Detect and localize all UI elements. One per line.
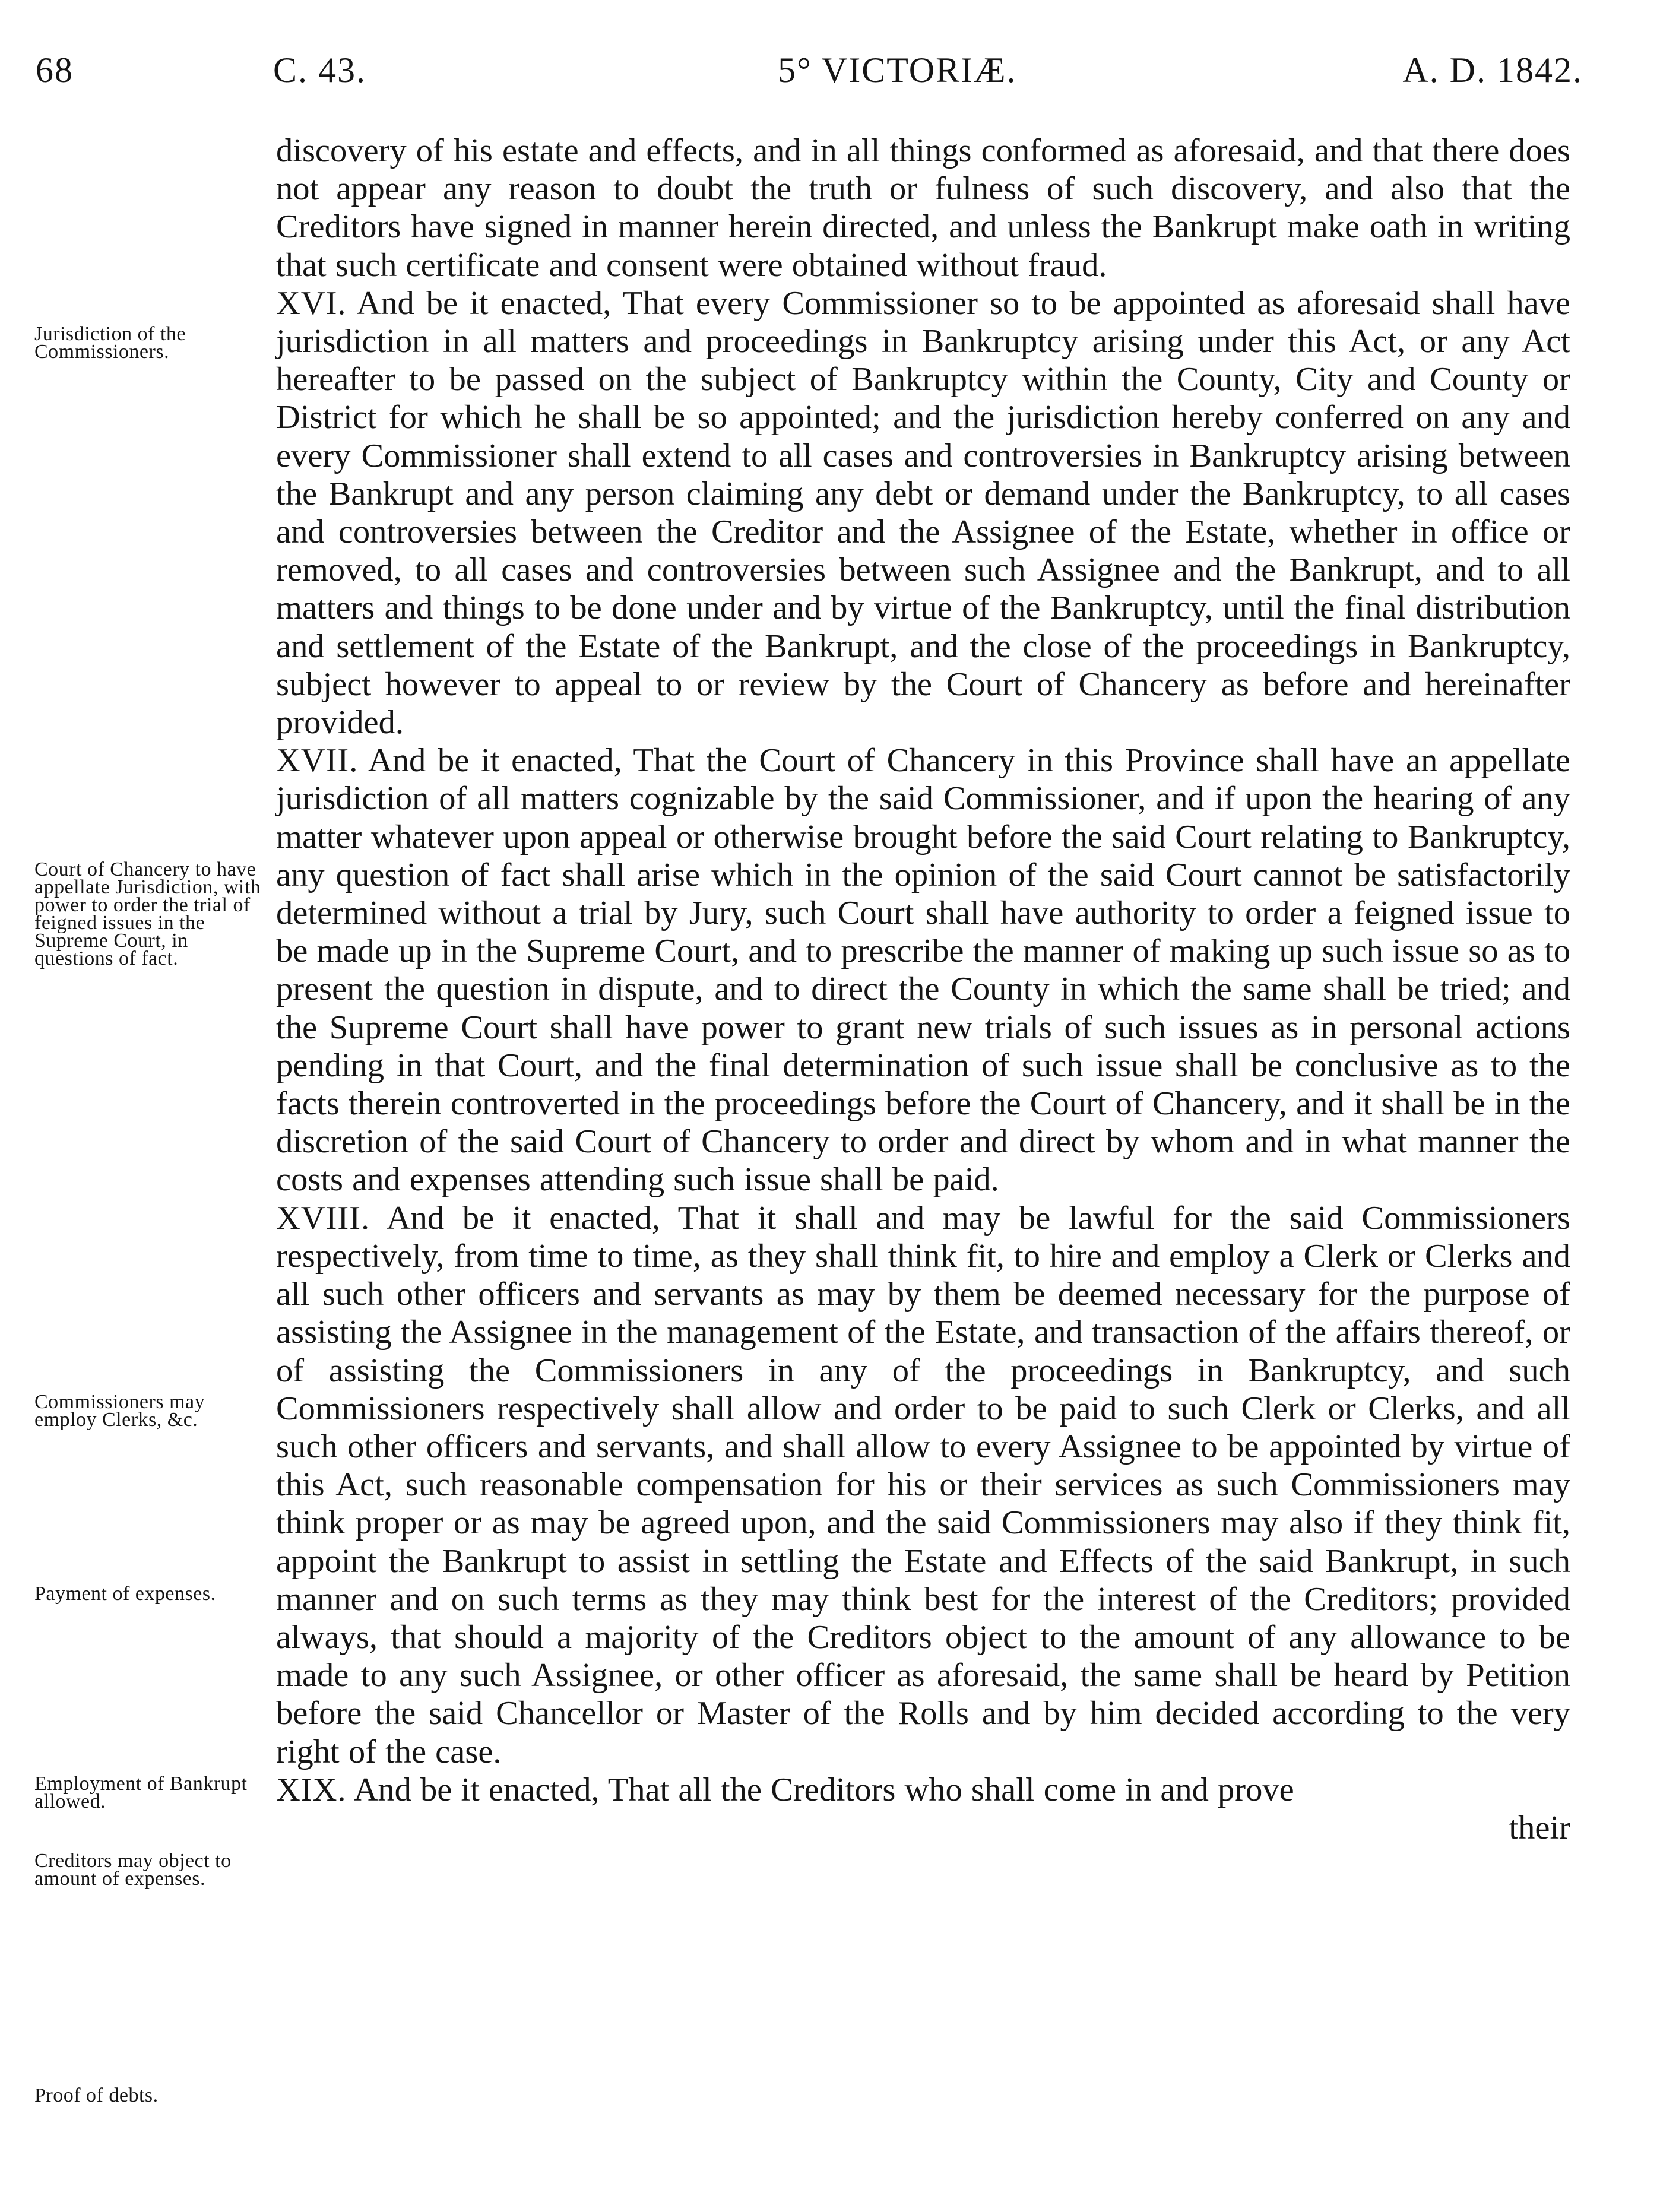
section-text: And be it enacted, That all the Creditors who shall come in and prove xyxy=(353,1771,1294,1808)
side-note-employment-of-bankrupt: Employment of Bankrupt allowed. xyxy=(34,1773,248,1812)
running-header xyxy=(0,50,1660,103)
section-text: And be it enacted, That it shall and may be lawful for the said Commissioners respectively, from time to time, as they shall think fit, to hire and employ a Clerk or Clerks and all such other officers and servants as may by them be deemed necessary for the purpose of assisting the Assignee in the management of the Estate, and transaction of the affairs thereof, or of assisting the Commissioners in any of the proceedings in Bankruptcy, and such Commissioners respectively shall allow and order to be paid to such Clerk or Clerks, and all such other officers and servants, and shall allow to every Assignee to be appointed by virtue of this Act, such reasonable compensation for his or their services as such Commissioners may think proper or as may be agreed upon, and the said Commissioners may also if they think fit, appoint the Bankrupt to assist in settling the Estate and Effects of the said Bankrupt, in such manner and on such terms as they may think best for the interest of the Creditors; provided always, that should a majority of the Creditors object to the amount of any allowance to be made to any such Assignee, or other officer as aforesaid, the same shall be heard by Petition before the said Chancellor or Master of the Rolls and by him decided according to the very right of the case. xyxy=(276,1199,1571,1770)
regnal-year: 5° VICTORIÆ. xyxy=(778,50,1017,90)
side-note-jurisdiction: Jurisdiction of the Commissioners. xyxy=(34,323,186,363)
section-xviii xyxy=(276,1199,1570,1771)
section-number: XVI. xyxy=(276,284,347,322)
section-xvii xyxy=(276,741,1570,1199)
side-note-payment-of-expenses: Payment of expenses. xyxy=(34,1583,216,1605)
continued-paragraph: discovery of his estate and effects, and in all things conformed as aforesaid, and that there does not appear any reason to doubt the truth or fulness of such discovery, and also that the Creditors have signed in manner herein directed, and unless the Bankrupt make oath in writing that such certificate and consent were obtained without fraud. xyxy=(276,132,1570,284)
catchword: their xyxy=(1509,1809,1570,1846)
statute-body xyxy=(276,132,1570,1847)
chapter-number: C. 43. xyxy=(273,50,367,90)
side-note-court-of-chancery: Court of Chancery to have appellate Jurisdiction, with power to order the trial of feigned issues in the Supreme Court, in questions of fact. xyxy=(34,858,261,969)
side-note-creditors-may-object: Creditors may object to amount of expenses. xyxy=(34,1850,232,1890)
section-xix xyxy=(276,1771,1570,1809)
section-number: XIX. xyxy=(276,1771,347,1808)
section-text: And be it enacted, That every Commissioner so to be appointed as aforesaid shall have jurisdiction in all matters and proceedings in Bankruptcy arising under this Act, or any Act hereafter to be passed on the subject of Bankruptcy within the County, City and County or District for which he shall be so appointed; and the jurisdiction hereby conferred on any and every Commissioner shall extend to all cases and controversies in Bankruptcy arising between the Bankrupt and any person claiming any debt or demand under the Bankruptcy, to all cases and controversies between the Creditor and the Assignee of the Estate, whether in office or removed, to all cases and controversies between such Assignee and the Bankrupt, and to all matters and things to be done under and by virtue of the Bankruptcy, until the final distribution and settlement of the Estate of the Bankrupt, and the close of the proceedings in Bankruptcy, subject however to appeal to or review by the Court of Chancery as before and hereinafter provided. xyxy=(276,284,1570,741)
section-number: XVIII. xyxy=(276,1199,370,1237)
side-note-proof-of-debts: Proof of debts. xyxy=(34,2084,159,2106)
section-xvi xyxy=(276,284,1570,741)
section-number: XVII. xyxy=(276,742,359,779)
section-text: And be it enacted, That the Court of Chancery in this Province shall have an appellate jurisdiction of all matters cognizable by the said Commissioner, and if upon the hearing of any matter whatever upon appeal or otherwise brought before the said Court relating to Bankruptcy, any question of fact shall arise which in the opinion of the said Court cannot be satisfactorily determined without a trial by Jury, such Court shall have authority to order a feigned issue to be made up in the Supreme Court, and to prescribe the manner of making up such issue so as to present the question in dispute, and to direct the County in which the same shall be tried; and the Supreme Court shall have power to grant new trials of such issues as in personal actions pending in that Court, and the final determination of such issue shall be conclusive as to the facts therein controverted in the proceedings before the Court of Chancery, and it shall be in the discretion of the said Court of Chancery to order and direct by whom and in what manner the costs and expenses attending such issue shall be paid. xyxy=(276,742,1570,1199)
side-note-employ-clerks: Commissioners may employ Clerks, &c. xyxy=(34,1391,205,1431)
page-number: 68 xyxy=(36,50,74,90)
calendar-year: A. D. 1842. xyxy=(1402,50,1583,90)
